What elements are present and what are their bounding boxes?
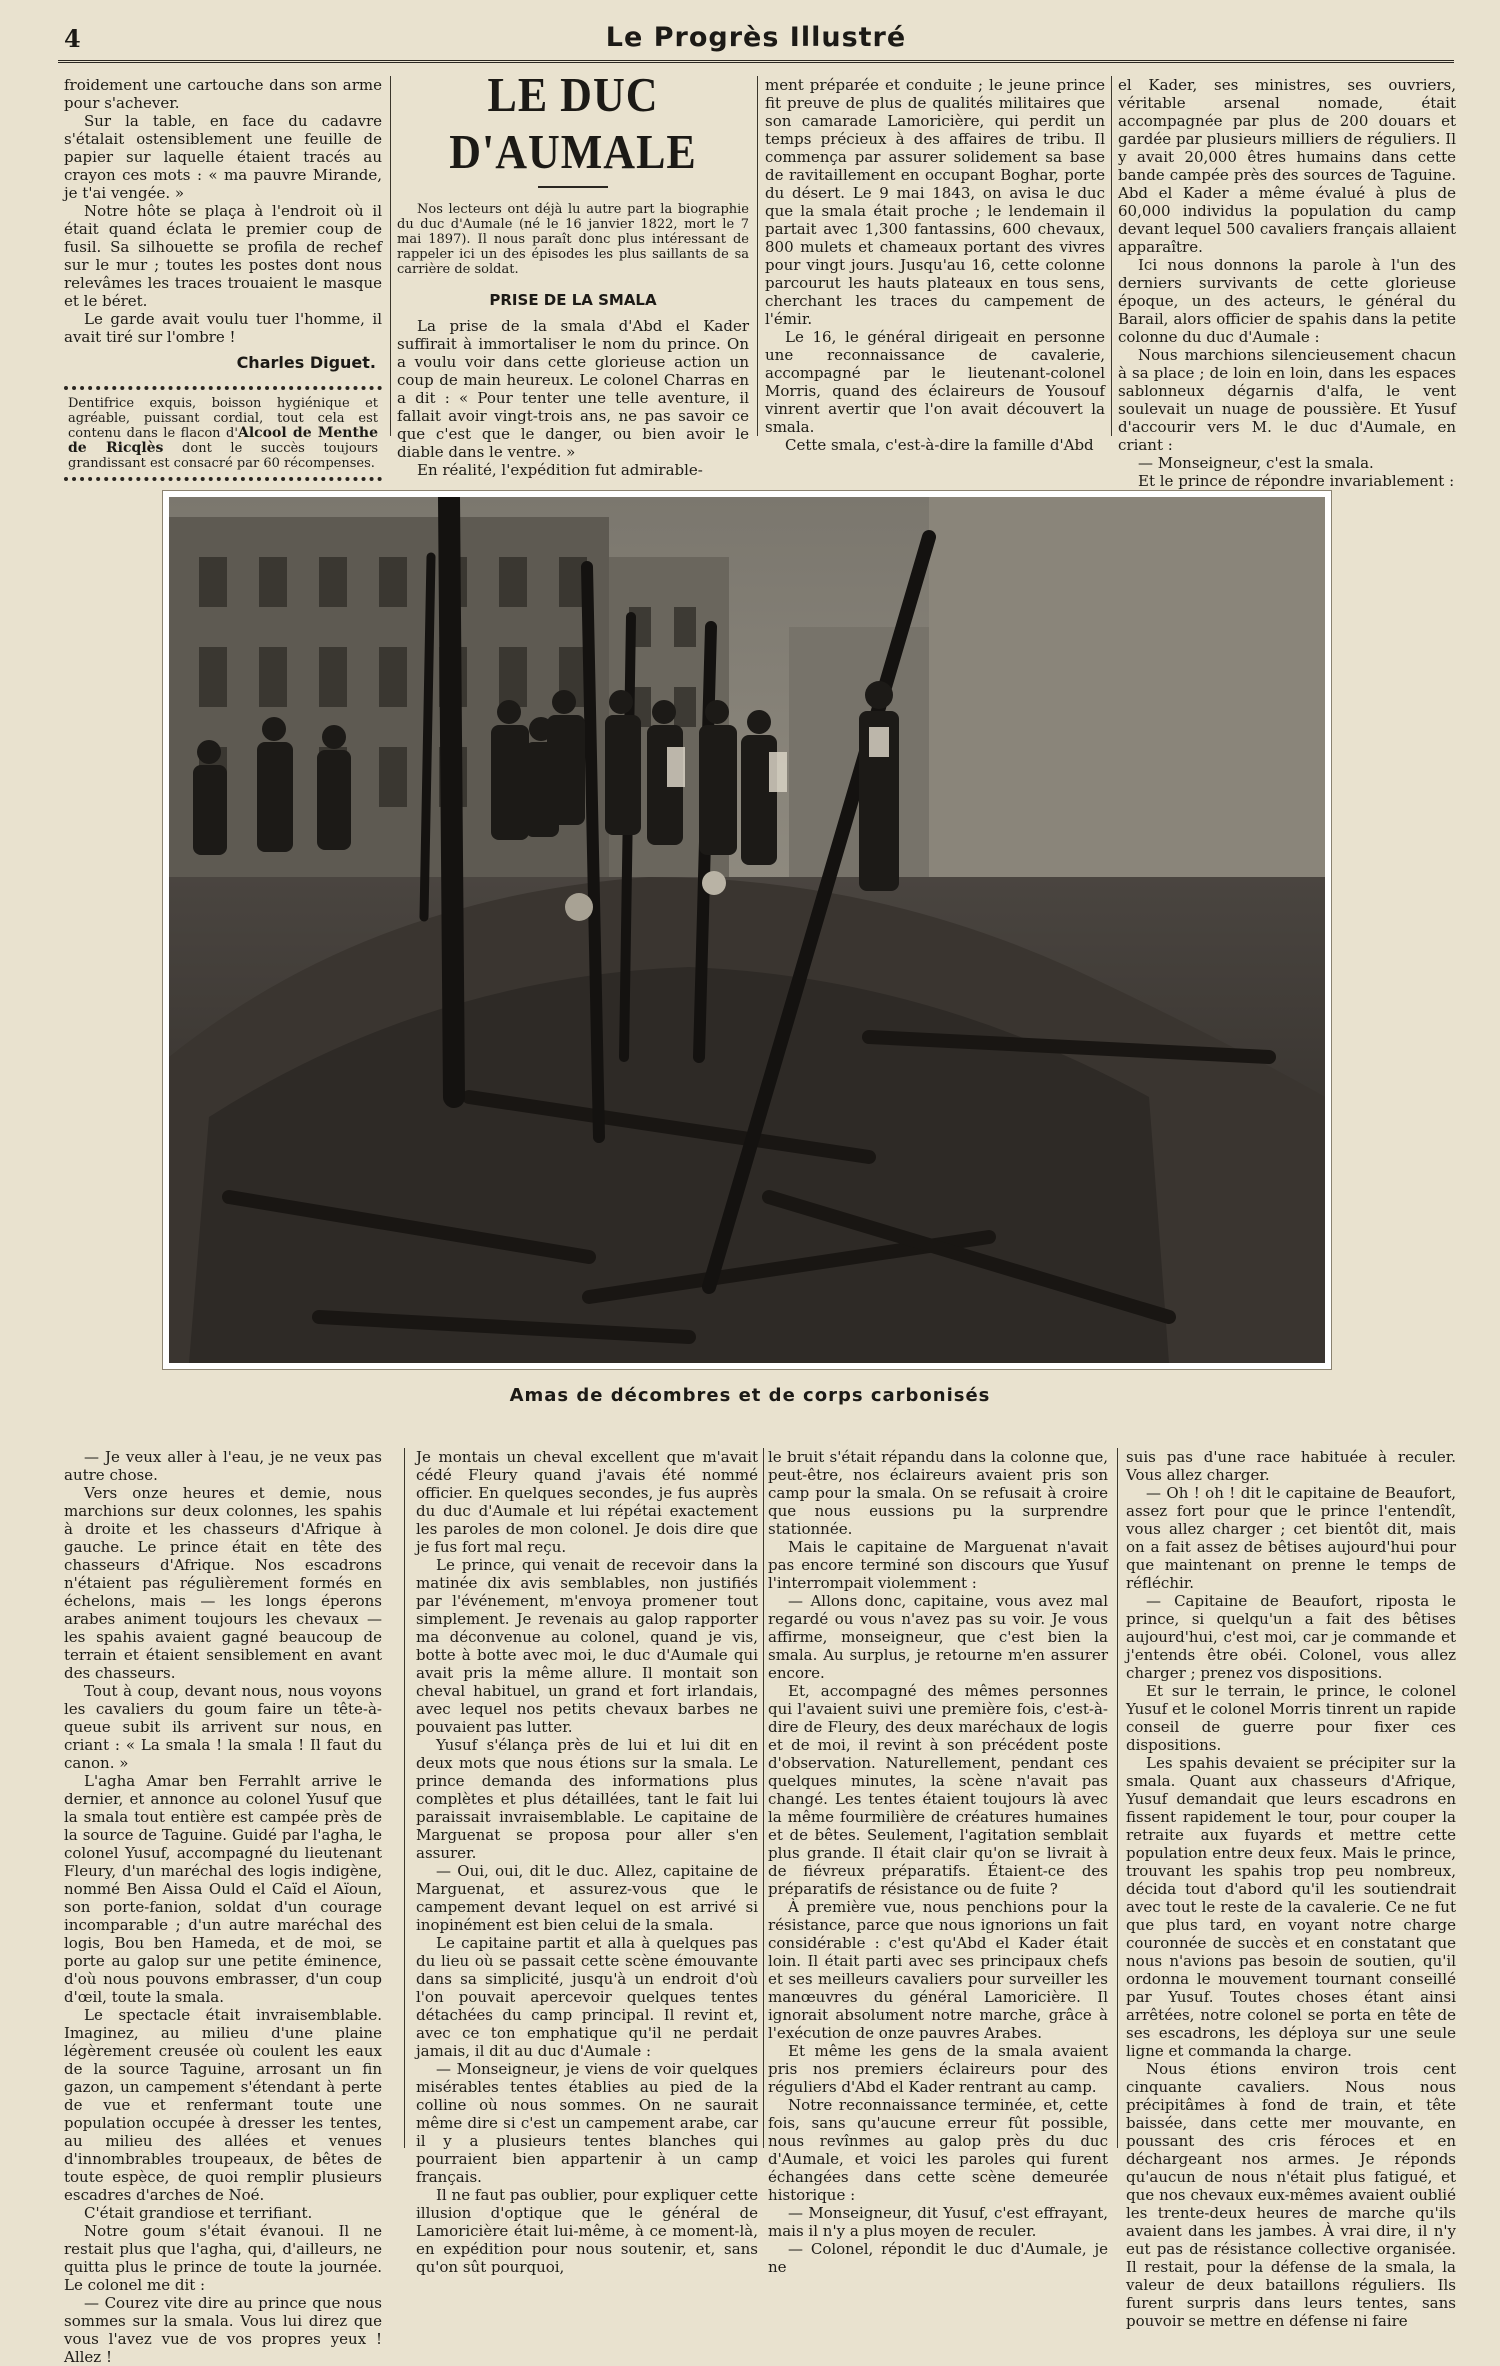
paragraph: Ici nous donnons la parole à l'un des derniers survivants de cette glorieuse époque, un des acteurs, le général du Barail, alors officier de spahis dans la petite colonne du duc d'Aumale : <box>1118 256 1456 346</box>
paragraph: Et le prince de répondre invariablement : <box>1138 472 1455 490</box>
paragraph: Le garde avait voulu tuer l'homme, il avait tiré sur l'ombre ! <box>64 310 382 346</box>
column-3-bottom <box>768 1448 1108 2276</box>
paragraph: L'agha Amar ben Ferrahlt arrive le dernier, et annonce au colonel Yusuf que la smala tout entière est campée près de la source de Taguine. Guidé par l'agha, le colonel Yusuf, accompagné du lieutenant Fleury, d'un maréchal des logis indigène, nommé Ben Aissa Ould el Caïd el Aïoun, son porte-fanion, soldat d'un courage incomparable ; d'un autre maréchal des logis, Bou ben Hameda, et de moi, se porte au galop sur une petite éminence, d'où nous pouvons embrasser, d'un coup d'œil, toute la smala. <box>64 1772 382 2006</box>
column-divider <box>404 1448 405 2148</box>
ruins-photo-image <box>169 497 1325 1363</box>
paragraph: En réalité, l'expédition fut admirable- <box>417 461 703 479</box>
column-4-bottom <box>1126 1448 1456 2330</box>
ad-text: dont le succès toujours grandissant est consacré par 60 récompenses. <box>68 441 378 471</box>
paragraph: À première vue, nous penchions pour la résistance, parce que nous ignorions un fait considérable : c'est qu'Abd el Kader était loin. Il était parti avec ses principaux chefs et ses meilleurs cavaliers pour surveiller les manœuvres du général Lamoricière. Il ignorait absolument notre marche, grâce à l'exécution de onze pauvres Arabes. <box>768 1898 1108 2042</box>
paragraph: el Kader, ses ministres, ses ouvriers, véritable arsenal nomade, était accompagnée par plus de 200 douars et gardée par plusieurs milliers de réguliers. Il y avait 20,000 êtres humains dans cette bande campée près des sources de Taguine. Abd el Kader a même évalué à plus de 60,000 individus la population du camp devant lequel 500 cavaliers français allaient apparaître. <box>1118 76 1456 256</box>
author-signature: Charles Diguet. <box>236 353 376 372</box>
paragraph: Les spahis devaient se précipiter sur la smala. Quant aux chasseurs d'Afrique, Yusuf demandait que leurs escadrons en fissent rapidement le tour, pour couper la retraite aux fuyards et mettre cette population entre deux feux. Mais le prince, trouvant les spahis trop peu nombreux, décida tout d'abord qu'il les soutiendrait avec tout le reste de la cavalerie. Ce ne fut que plus tard, en voyant notre charge couronnée de succès et en constatant que nous n'avions pas besoin de soutien, qu'il ordonna le mouvement tournant conseillé par Yusuf. Toutes choses étant ainsi arrêtées, notre colonel se porta en tête de ses escadrons, les déploya sur une seule ligne et commanda la charge. <box>1126 1754 1456 2060</box>
paragraph: Tout à coup, devant nous, nous voyons les cavaliers du goum faire un tête-à-queue subit ils arrivent sur nous, en criant : « La smala ! la smala ! Il faut du canon. » <box>64 1682 382 1772</box>
column-1-top <box>64 76 382 481</box>
ad-brand: Alcool de Menthe de Ricqlès <box>68 425 379 456</box>
paragraph: — Monseigneur, je viens de voir quelques misérables tentes établies au pied de la colline où nous sommes. On ne saurait même dire si c'est un campement arabe, car il y a plusieurs tentes blanches qui pourraient bien appartenir à un camp français. <box>416 2060 758 2186</box>
ad-text: Dentifrice exquis, boisson hygiénique et agréable, puissant cordial, tout cela est contenu dans le flacon d' <box>68 396 378 441</box>
column-divider <box>1117 1448 1118 2148</box>
section-subhead: PRISE DE LA SMALA <box>489 291 657 309</box>
paragraph: Mais le capitaine de Marguenat n'avait pas encore terminé son discours que Yusuf l'interrompait violemment : <box>768 1538 1108 1592</box>
paragraph: suis pas d'une race habituée à reculer. Vous allez charger. <box>1126 1448 1456 1484</box>
paragraph: Je montais un cheval excellent que m'avait cédé Fleury quand j'avais été nommé officier. En quelques secondes, je fus auprès du duc d'Aumale et lui répétai exactement les paroles de mon colonel. Je dois dire que je fus fort mal reçu. <box>416 1448 758 1556</box>
paragraph: Le prince, qui venait de recevoir dans la matinée dix avis semblables, non justifiés par l'événement, m'envoya promener tout simplement. Je revenais au galop rapporter ma déconvenue au colonel, quand je vis, botte à botte avec moi, le duc d'Aumale qui avait pris la même allure. Il montait son cheval habituel, un grand et fort irlandais, avec lequel nos petits chevaux barbes ne pouvaient pas lutter. <box>416 1556 758 1736</box>
paragraph: froidement une cartouche dans son arme pour s'achever. <box>64 76 382 112</box>
paragraph: ment préparée et conduite ; le jeune prince fit preuve de plus de qualités militaires que son camarade Lamoricière, qui perdit un temps précieux à des affaires de tribu. Il commença par assurer solidement sa base de ravitaillement en occupant Boghar, porte du désert. Le 9 mai 1843, on avisa le duc que la smala était proche ; le lendemain il partait avec 1,300 fantassins, 600 chevaux, 800 mulets et chameaux portant des vivres pour vingt jours. Jusqu'au 16, cette colonne parcourut les hauts plateaux en tous sens, cherchant les traces du campement de l'émir. <box>765 76 1105 328</box>
column-divider <box>1111 76 1112 436</box>
paragraph: Nous marchions silencieusement chacun à sa place ; de loin en loin, dans les espaces sablonneux dégarnis d'alfa, le vent soulevait un nuage de poussière. Et Yusuf d'accourir vers M. le duc d'Aumale, en criant : <box>1118 346 1456 454</box>
article-title: LE DUC D'AUMALE <box>449 67 697 179</box>
paragraph: Le spectacle était invraisemblable. Imaginez, au milieu d'une plaine légèrement creusée où coulent les eaux de la source Taguine, arrosant un fin gazon, un campement s'étendant à perte de vue et renfermant toute une population occupée à dresser les tentes, au milieu des allées et venues d'innombrables troupeaux, de bêtes de toute espèce, de quoi remplir plusieurs escadres d'arches de Noé. <box>64 2006 382 2204</box>
paragraph: — Courez vite dire au prince que nous sommes sur la smala. Vous lui direz que vous l'avez vue de vos propres yeux ! Allez ! <box>64 2294 382 2366</box>
paragraph: La prise de la smala d'Abd el Kader suffirait à immortaliser le nom du prince. On a voulu voir dans cette glorieuse action un coup de main heureux. Le colonel Charras en a dit : « Pour tenter une telle aventure, il fallait avoir vingt-trois ans, ne pas savoir ce que c'est que le danger, ou bien avoir le diable dans le ventre. » <box>397 317 749 461</box>
column-divider <box>763 1448 764 2148</box>
paragraph: — Monseigneur, c'est la smala. <box>1138 454 1374 472</box>
paragraph: Notre reconnaissance terminée, et, cette fois, sans qu'aucune erreur fût possible, nous revînmes au galop près du duc d'Aumale, et voici les paroles qui furent échangées dans cette scène demeurée historique : <box>768 2096 1108 2204</box>
news-photograph <box>162 490 1332 1370</box>
paragraph: Le capitaine partit et alla à quelques pas du lieu où se passait cette scène émouvante dans sa simplicité, jusqu'à un endroit d'où l'on pouvait apercevoir quelques tentes détachées du camp principal. Il revint et, avec ce ton emphatique qu'il ne perdait jamais, il dit au duc d'Aumale : <box>416 1934 758 2060</box>
paragraph: Et sur le terrain, le prince, le colonel Yusuf et le colonel Morris tinrent un rapide conseil de guerre pour fixer ces dispositions. <box>1126 1682 1456 1754</box>
paragraph: C'était grandiose et terrifiant. <box>84 2204 313 2222</box>
column-1-bottom <box>64 1448 382 2366</box>
paragraph: Le 16, le général dirigeait en personne une reconnaissance de cavalerie, accompagné par le lieutenant-colonel Morris, quand des éclaireurs de Yousouf vinrent avertir que l'on avait découvert la smala. <box>765 328 1105 436</box>
paragraph: Notre goum s'était évanoui. Il ne restait plus que l'agha, qui, d'ailleurs, ne quitta plus le prince de toute la journée. Le colonel me dit : <box>64 2222 382 2294</box>
paragraph: — Oui, oui, dit le duc. Allez, capitaine de Marguenat, et assurez-vous que le campement devant lequel on est arrivé si inopinément est bien celui de la smala. <box>416 1862 758 1934</box>
paragraph: — Monseigneur, dit Yusuf, c'est effrayant, mais il n'y a plus moyen de reculer. <box>768 2204 1108 2240</box>
paragraph: Il ne faut pas oublier, pour expliquer cette illusion d'optique que le général de Lamoricière était lui-même, à ce moment-là, en expédition pour nous soutenir, et, sans qu'on sût pourquoi, <box>416 2186 758 2276</box>
paragraph: Notre hôte se plaça à l'endroit où il était quand éclata le premier coup de fusil. Sa silhouette se profila de rechef sur le mur ; toutes les postes dont nous relevâmes les traces trouaient le masque et le béret. <box>64 202 382 310</box>
paragraph: Cette smala, c'est-à-dire la famille d'Abd <box>785 436 1094 454</box>
paragraph: Yusuf s'élança près de lui et lui dit en deux mots que nous étions sur la smala. Le prince demanda des informations plus complètes et plus détaillées, tant le fait lui paraissait invraisemblable. Le capitaine de Marguenat se proposa pour aller s'en assurer. <box>416 1736 758 1862</box>
column-divider <box>390 76 391 436</box>
masthead-title: Le Progrès Illustré <box>605 22 907 53</box>
column-3-top <box>765 76 1105 454</box>
title-rule <box>538 186 608 188</box>
paragraph: Et même les gens de la smala avaient pris nos premiers éclaireurs pour des réguliers d'Abd el Kader rentrant au camp. <box>768 2042 1108 2096</box>
paragraph: — Je veux aller à l'eau, je ne veux pas autre chose. <box>64 1448 382 1484</box>
column-divider <box>757 76 758 436</box>
column-2-top <box>397 67 749 479</box>
paragraph: — Oh ! oh ! dit le capitaine de Beaufort, assez fort pour que le prince l'entendît, vous allez charger ; cet bientôt dit, mais on a fait assez de bêtises aujourd'hui pour que maintenant on prenne le temps de réfléchir. <box>1126 1484 1456 1592</box>
photo-caption: Amas de décombres et de corps carbonisés <box>509 1385 991 1406</box>
paragraph: Sur la table, en face du cadavre s'étalait ostensiblement une feuille de papier sur laquelle étaient tracés au crayon ces mots : « ma pauvre Mirande, je t'ai vengée. » <box>64 112 382 202</box>
article-intro: Nos lecteurs ont déjà lu autre part la biographie du duc d'Aumale (né le 16 janvier 1822, mort le 7 mai 1897). Il nous paraît donc plus intéressant de rappeler ici un des épisodes les plus saillants de sa carrière de soldat. <box>397 202 749 277</box>
paragraph: Et, accompagné des mêmes personnes qui l'avaient suivi une première fois, c'est-à-dire de Fleury, des deux maréchaux de logis et de moi, il revint à son précédent poste d'observation. Naturellement, pendant ces quelques minutes, la scène n'avait pas changé. Les tentes étaient toujours là avec la même fourmilière de créatures humaines et de bêtes. Seulement, l'agitation semblait plus grande. Il était clair qu'on se livrait à de fiévreux préparatifs. Étaient-ce des préparatifs de résistance ou de fuite ? <box>768 1682 1108 1898</box>
paragraph: Nous étions environ trois cent cinquante cavaliers. Nous nous précipitâmes à fond de train, et tête baissée, dans cette mer mouvante, en poussant des cris féroces et en déchargeant nos armes. Je réponds qu'aucun de nous n'était plus fatigué, et que nos chevaux eux-mêmes avaient oublié les trente-deux heures de marche qu'ils avaient dans les jambes. À vrai dire, il n'y eut pas de résistance collective organisée. Il restait, pour la défense de la smala, la valeur de deux bataillons réguliers. Ils furent surpris dans leurs tentes, sans pouvoir se mettre en défense ni faire <box>1126 2060 1456 2330</box>
paragraph: — Capitaine de Beaufort, riposta le prince, si quelqu'un a fait des bêtises aujourd'hui, c'est moi, car je commande et j'entends être obéi. Colonel, vous allez charger ; prenez vos dispositions. <box>1126 1592 1456 1682</box>
paragraph: le bruit s'était répandu dans la colonne que, peut-être, nos éclaireurs avaient pris son camp pour la smala. On se refusait à croire que nous eussions pu la surprendre stationnée. <box>768 1448 1108 1538</box>
paragraph: — Colonel, répondit le duc d'Aumale, je ne <box>768 2240 1108 2276</box>
paragraph: — Allons donc, capitaine, vous avez mal regardé ou vous n'avez pas su voir. Je vous affirme, monseigneur, que c'est bien la smala. Au surplus, je retourne m'en assurer encore. <box>768 1592 1108 1682</box>
page-number: 4 <box>64 24 81 53</box>
column-2-bottom <box>416 1448 758 2276</box>
page-header <box>58 18 1454 63</box>
advertisement <box>64 386 382 481</box>
column-4-top <box>1118 76 1456 490</box>
paragraph: Vers onze heures et demie, nous marchions sur deux colonnes, les spahis à droite et les chasseurs d'Afrique à gauche. Le prince était en tête des chasseurs d'Afrique. Nos escadrons n'étaient pas régulièrement formés en échelons, mais — les longs éperons arabes animent toujours les chevaux — les spahis avaient gagné beaucoup de terrain et étaient sensiblement en avant des chasseurs. <box>64 1484 382 1682</box>
